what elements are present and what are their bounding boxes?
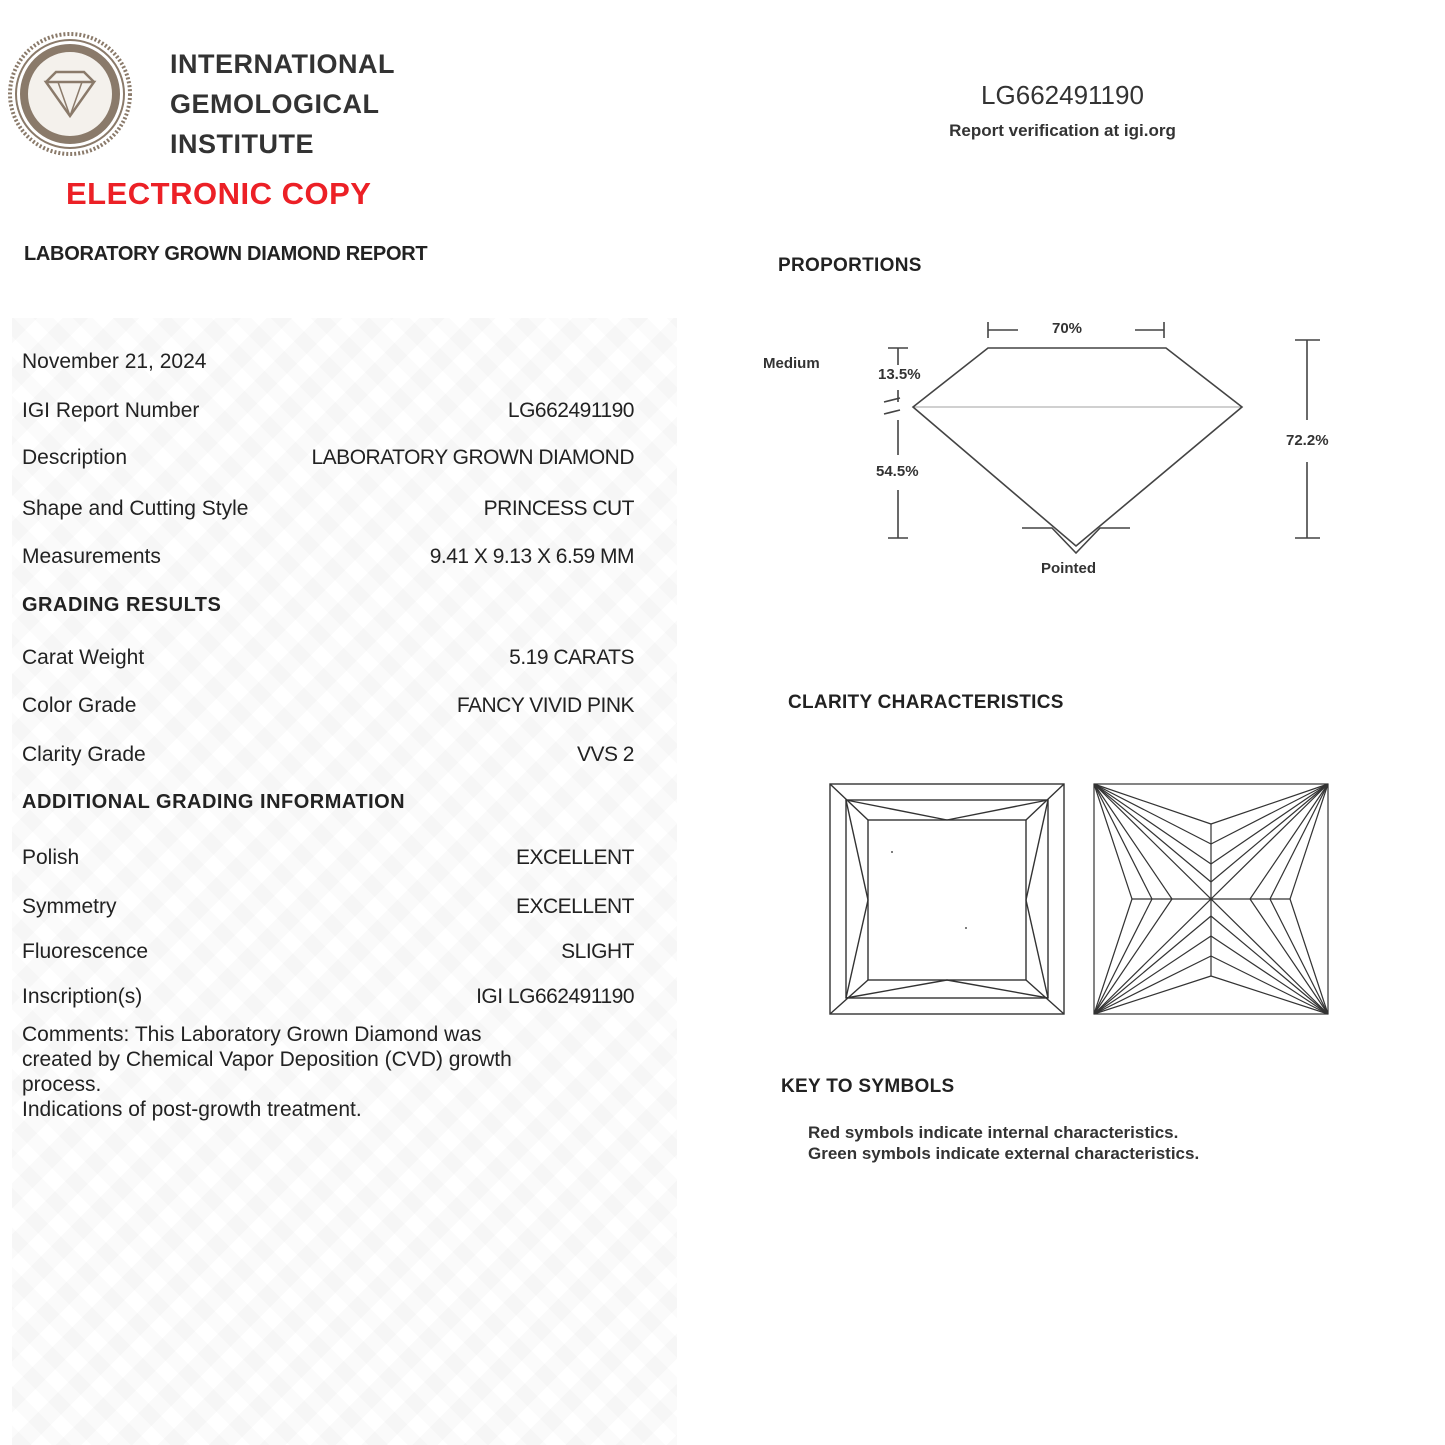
proportions-heading: PROPORTIONS	[778, 255, 922, 276]
additional-info-heading: ADDITIONAL GRADING INFORMATION	[22, 791, 406, 813]
girdle-label: Medium	[763, 355, 820, 372]
key-to-symbols-heading: KEY TO SYMBOLS	[781, 1076, 955, 1097]
report-title: LABORATORY GROWN DIAMOND REPORT	[24, 243, 428, 265]
culet-label: Pointed	[1041, 560, 1096, 577]
clarity-heading: CLARITY CHARACTERISTICS	[788, 692, 1064, 713]
report-number-header: LG662491190	[981, 80, 1144, 110]
watermark-pattern	[12, 318, 677, 1445]
crown-percent-label: 13.5%	[878, 366, 921, 383]
institute-name: INTERNATIONAL GEMOLOGICAL INSTITUTE	[170, 49, 395, 159]
grading-results-heading: GRADING RESULTS	[22, 594, 222, 616]
igi-seal-logo	[8, 32, 132, 156]
clarity-plot-crown	[828, 782, 1068, 1018]
table-percent-label: 70%	[1052, 320, 1083, 337]
verification-link[interactable]: Report verification at igi.org	[949, 121, 1176, 140]
total-depth-label: 72.2%	[1286, 432, 1329, 449]
electronic-copy-label: ELECTRONIC COPY	[66, 176, 372, 211]
proportions-diagram	[760, 310, 1340, 590]
pavilion-percent-label: 54.5%	[876, 463, 919, 480]
comments-block: Comments: This Laboratory Grown Diamond was created by Chemical Vapor Deposition (CVD) growth process. Indications of post-growth treatment.	[22, 1023, 512, 1121]
key-to-symbols-text: Red symbols indicate internal characteristics. Green symbols indicate external characteristics.	[808, 1123, 1200, 1163]
clarity-plot-pavilion	[1092, 782, 1332, 1018]
